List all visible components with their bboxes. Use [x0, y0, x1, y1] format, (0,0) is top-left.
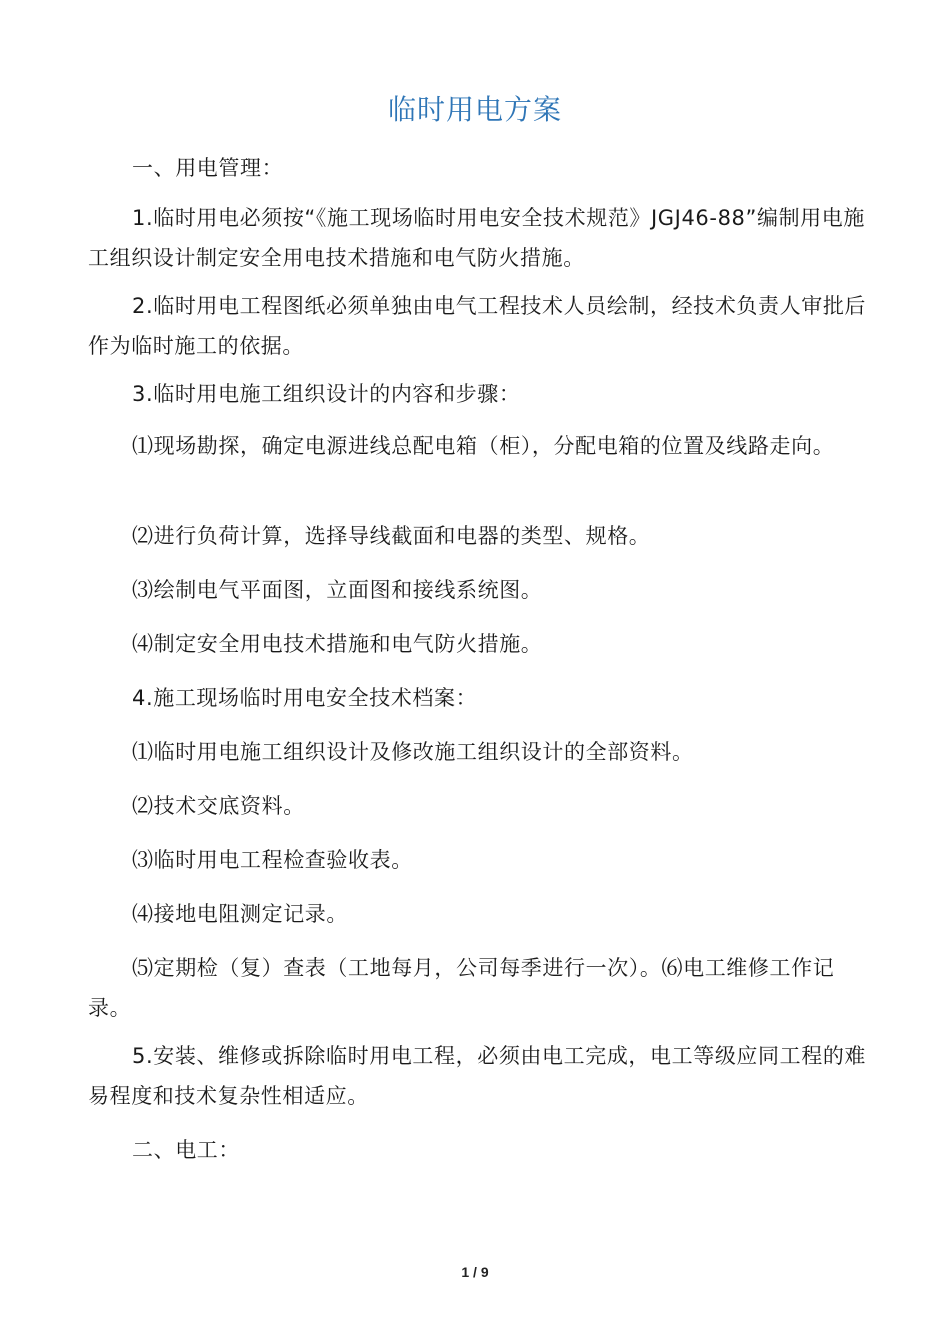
list-item: ⑶绘制电气平面图，立面图和接线系统图。: [132, 578, 543, 602]
list-item: ⑸定期检（复）查表（工地每月，公司每季进行一次）。⑹电工维修工作记录。: [88, 956, 835, 1020]
list-item: ⑴现场勘探，确定电源进线总配电箱（柜），分配电箱的位置及线路走向。: [132, 434, 835, 458]
list-item: ⑴临时用电施工组织设计及修改施工组织设计的全部资料。: [132, 740, 694, 764]
paragraph: 2.临时用电工程图纸必须单独由电气工程技术人员绘制，经技术负责人审批后作为临时施工的依据。: [88, 294, 867, 358]
section-heading: 二、电工：: [132, 1138, 240, 1162]
paragraph: 3.临时用电施工组织设计的内容和步骤：: [132, 382, 521, 406]
list-item: ⑷接地电阻测定记录。: [132, 902, 348, 926]
list-item: ⑵进行负荷计算，选择导线截面和电器的类型、规格。: [132, 524, 651, 548]
list-item: ⑷制定安全用电技术措施和电气防火措施。: [132, 632, 543, 656]
document-title: 临时用电方案: [387, 93, 562, 126]
section-heading: 一、用电管理：: [132, 156, 284, 180]
paragraph: 5.安装、维修或拆除临时用电工程，必须由电工完成，电工等级应同工程的难易程度和技术复杂性相适应。: [88, 1044, 867, 1108]
page-number: 1 / 9: [461, 1264, 489, 1280]
paragraph: 4.施工现场临时用电安全技术档案：: [132, 686, 478, 710]
list-item: ⑶临时用电工程检查验收表。: [132, 848, 413, 872]
list-item: ⑵技术交底资料。: [132, 794, 305, 818]
paragraph: 1.临时用电必须按“《施工现场临时用电安全技术规范》JGJ46-88”编制用电施工组织设计制定安全用电技术措施和电气防火措施。: [88, 206, 865, 270]
